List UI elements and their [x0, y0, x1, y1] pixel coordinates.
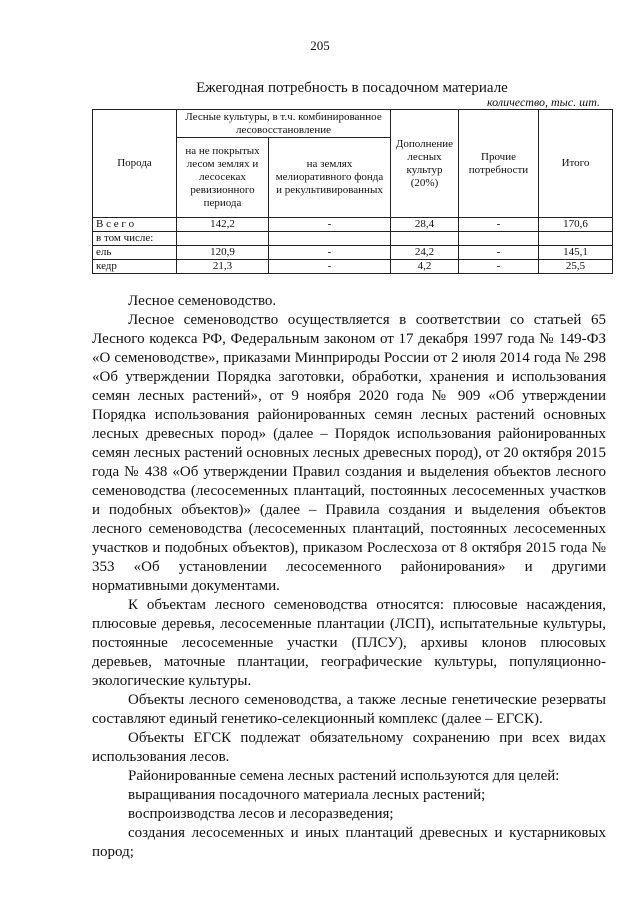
paragraph: Объекты лесного семеноводства, а также лесные генетические резерваты составляют единый генетико-селекционный комплекс (далее – ЕГСК).	[92, 692, 606, 727]
cell-total: 145,1	[539, 246, 613, 260]
cell-other: -	[459, 246, 539, 260]
paragraph: выращивания посадочного материала лесных растений;	[128, 787, 486, 803]
paragraph: Районированные семена лесных растений используются для целей:	[128, 768, 560, 784]
planting-need-table	[92, 109, 613, 274]
table-row	[93, 232, 613, 246]
row-name: в том числе:	[93, 232, 177, 246]
cell-reclamation: -	[269, 260, 391, 274]
cell-total: 170,6	[539, 218, 613, 232]
page-number: 205	[310, 38, 330, 53]
row-name: кедр	[93, 260, 177, 274]
body-text	[92, 292, 606, 862]
table-unit: количество, тыс. шт.	[486, 95, 600, 109]
table-row	[93, 246, 613, 260]
cell-total: 25,5	[539, 260, 613, 274]
cell-additional: 28,4	[391, 218, 459, 232]
cell-non-forested: 120,9	[177, 246, 269, 260]
row-name: В с е г о	[93, 218, 177, 232]
cell-additional	[391, 232, 459, 246]
cell-additional: 24,2	[391, 246, 459, 260]
header-total: Итого	[539, 110, 613, 218]
cell-non-forested	[177, 232, 269, 246]
header-reclamation: на землях мелиоративного фонда и рекультивированных	[269, 138, 391, 218]
paragraph: воспроизводства лесов и лесоразведения;	[128, 806, 394, 822]
cell-other	[459, 232, 539, 246]
paragraph: Лесное семеноводство осуществляется в соответствии со статьей 65 Лесного кодекса РФ, Федеральным законом от 17 декабря 1997 года № 149-ФЗ «О семеноводстве», приказами Минприроды России от 2 июля 2014 года № 298 «Об утверждении Порядка заготовки, обработки, хранения и использования семян лесных растений», от 9 ноября 2020 года № 909 «Об утверждении Порядка использования районированных семян лесных растений основных лесных древесных пород» (далее – Порядок использования районированных семян лесных растений основных лесных древесных пород), от 20 октября 2015 года № 438 «Об утверждении Правил создания и выделения объектов лесного семеноводства (лесосеменных плантаций, постоянных лесосеменных участков и подобных объектов)» (далее – Правила создания и выделения объектов лесного семеноводства (лесосеменных плантаций, постоянных лесосеменных участков и подобных объектов), приказом Рослесхоза от 8 октября 2015 года № 353 «Об установлении лесосеменного районирования» и другими нормативными документами.	[92, 312, 606, 594]
paragraph: Лесное семеноводство.	[128, 293, 277, 309]
cell-other: -	[459, 218, 539, 232]
header-non-forested: на не покрытых лесом землях и лесосеках ревизионного периода	[177, 138, 269, 218]
header-other: Прочие потребности	[459, 110, 539, 218]
paragraph: К объектам лесного семеноводства относятся: плюсовые насаждения, плюсовые деревья, лесосеменные плантации (ЛСП), испытательные культуры, постоянные лесосеменные участки (ПЛСУ), архивы клонов плюсовых деревьев, маточные плантации, географические культуры, популяционно-экологические культуры.	[92, 597, 606, 689]
cell-other: -	[459, 260, 539, 274]
table-row	[93, 218, 613, 232]
cell-additional: 4,2	[391, 260, 459, 274]
header-forest-cultures: Лесные культуры, в т.ч. комбинированное лесовосстановление	[177, 110, 391, 138]
table-row	[93, 260, 613, 274]
paragraph: создания лесосеменных и иных плантаций древесных и кустарниковых пород;	[92, 825, 606, 860]
cell-total	[539, 232, 613, 246]
header-additional: Дополнение лесных культур (20%)	[391, 110, 459, 218]
cell-reclamation: -	[269, 218, 391, 232]
header-species: Порода	[93, 110, 177, 218]
table-header-row	[93, 110, 613, 138]
cell-non-forested: 142,2	[177, 218, 269, 232]
cell-non-forested: 21,3	[177, 260, 269, 274]
row-name: ель	[93, 246, 177, 260]
paragraph: Объекты ЕГСК подлежат обязательному сохранению при всех видах использования лесов.	[92, 730, 606, 765]
cell-reclamation: -	[269, 246, 391, 260]
cell-reclamation	[269, 232, 391, 246]
table-title: Ежегодная потребность в посадочном материале	[196, 80, 508, 96]
